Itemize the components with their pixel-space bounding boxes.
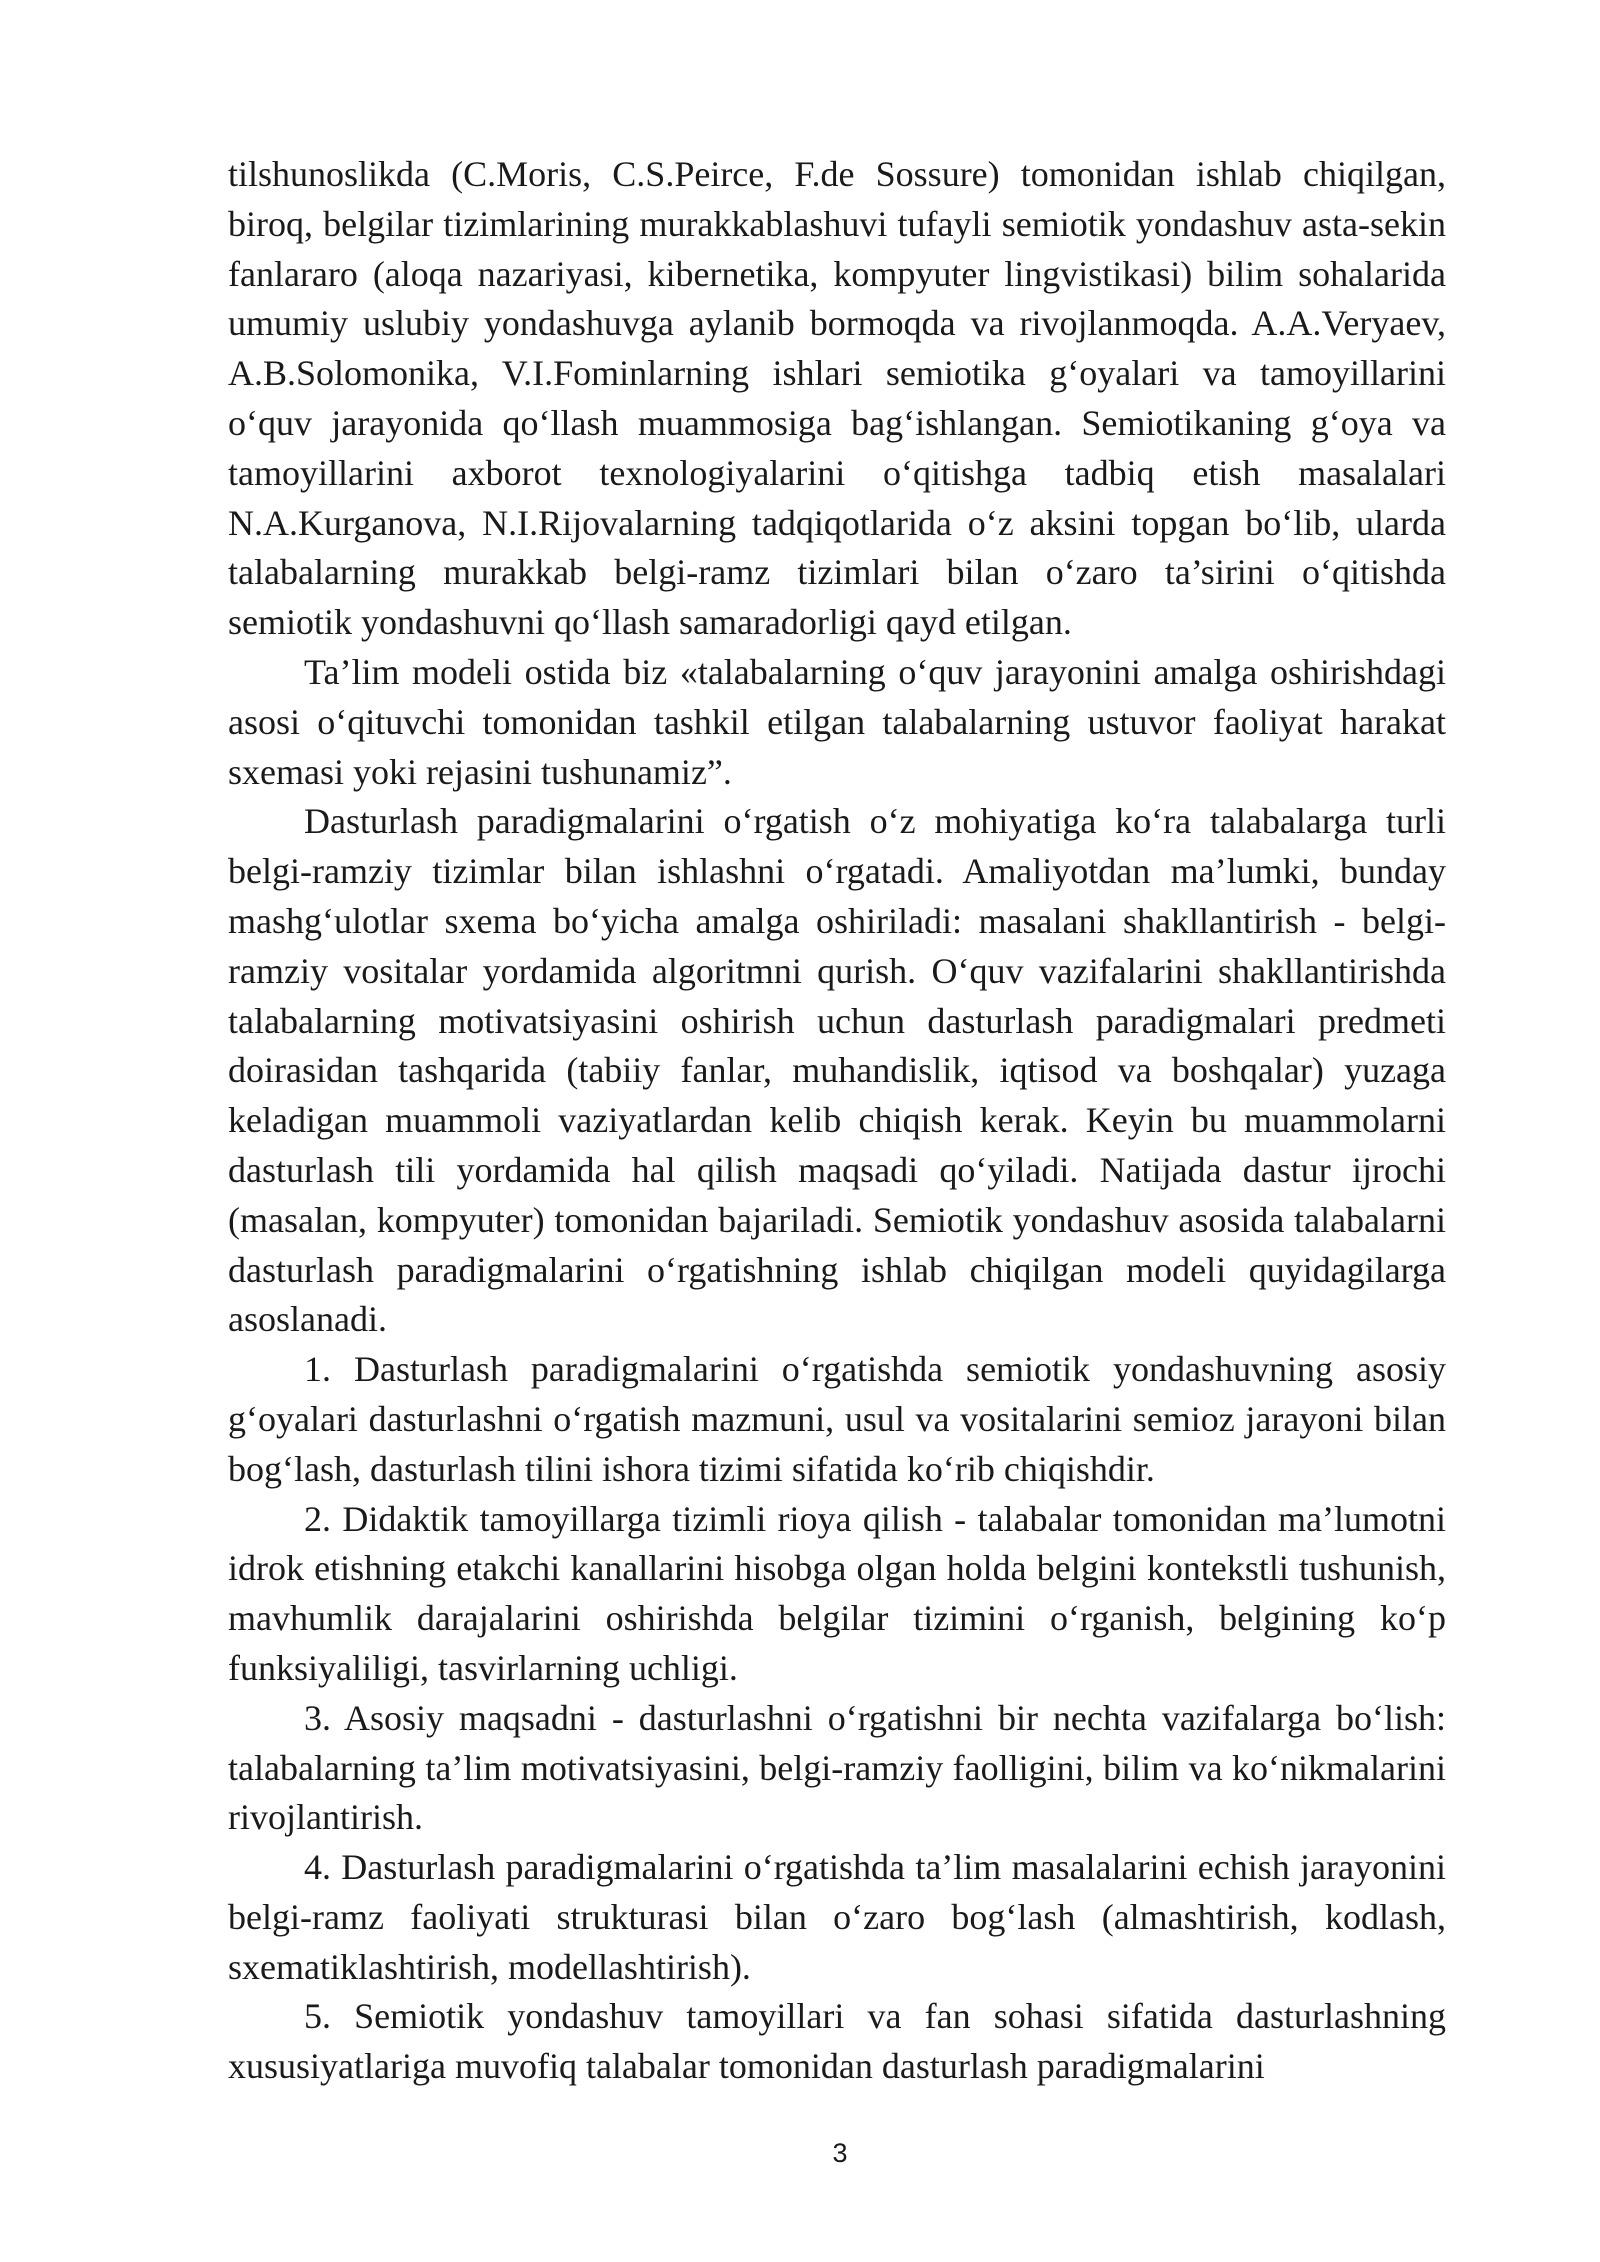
list-item-2: 2. Didaktik tamoyillarga tizimli rioya qilish - talabalar tomonidan ma’lumotni idrok etishning etakchi kanallarini hisobga olgan holda belgini kontekstli tushunish, mavhumlik darajalarini oshirishda belgilar tizimini o‘rganish, belgining ko‘p funksiyaliligi, tasvirlarning uchligi. xyxy=(228,1498,1446,1688)
paragraph-programming-paradigms: Dasturlash paradigmalarini o‘rgatish o‘z mohiyatiga ko‘ra talabalarga turli belgi-ramziy tizimlar bilan ishlashni o‘rgatadi. Amaliyotdan ma’lumki, bunday mashg‘ulotlar sxema bo‘yicha amalga oshiriladi: masalani shakllantirish - belgi-ramziy vositalar yordamida algoritmni qurish. O‘quv vazifalarini shakllantirishda talabalarning motivatsiyasini oshirish uchun dasturlash paradigmalari predmeti doirasidan tashqarida (tabiiy fanlar, muhandislik, iqtisod va boshqalar) yuzaga keladigan muammoli vaziyatlardan kelib chiqish kerak. Keyin bu muammolarni dasturlash tili yordamida hal qilish maqsadi qo‘yiladi. Natijada dastur ijrochi (masalan, kompyuter) tomonidan bajariladi. Semiotik yondashuv asosida talabalarni dasturlash paradigmalarini o‘rgatishning ishlab chiqilgan modeli quyidagilarga asoslanadi. xyxy=(228,801,1446,1340)
paragraph-continuation: tilshunoslikda (C.Moris, C.S.Peirce, F.de Sossure) tomonidan ishlab chiqilgan, biroq, belgilar tizimlarining murakkablashuvi tufayli semiotik yondashuv asta-sekin fanlararo (aloqa nazariyasi, kibernetika, kompyuter lingvistikasi) bilim sohalarida umumiy uslubiy yondashuvga aylanib bormoqda va rivojlanmoqda. A.A.Veryaev, A.B.Solomonika, V.I.Fominlarning ishlari semiotika g‘oyalari va tamoyillarini o‘quv jarayonida qo‘llash muammosiga bag‘ishlangan. Semiotikaning g‘oya va tamoyillarini axborot texnologiyalarini o‘qitishga tadbiq etish masalalari N.A.Kurganova, N.I.Rijovalarning tadqiqotlarida o‘z aksini topgan bo‘lib, ularda talabalarning murakkab belgi-ramz tizimlari bilan o‘zaro ta’sirini o‘qitishda semiotik yondashuvni qo‘llash samaradorligi qayd etilgan. xyxy=(228,154,1446,643)
list-item-1: 1. Dasturlash paradigmalarini o‘rgatishda semiotik yondashuvning asosiy g‘oyalari dasturlashni o‘rgatish mazmuni, usul va vositalarini semioz jarayoni bilan bog‘lash, dasturlash tilini ishora tizimi sifatida ko‘rib chiqishdir. xyxy=(228,1349,1446,1489)
list-item-5: 5. Semiotik yondashuv tamoyillari va fan sohasi sifatida dasturlashning xususiyatlariga muvofiq talabalar tomonidan dasturlash paradigmalarini xyxy=(228,1996,1446,2087)
list-item-4: 4. Dasturlash paradigmalarini o‘rgatishda ta’lim masalalarini echish jarayonini belgi-ramz faoliyati strukturasi bilan o‘zaro bog‘lash (almashtirish, kodlash, sxematiklashtirish, modellashtirish). xyxy=(228,1847,1446,1987)
list-item-3: 3. Asosiy maqsadni - dasturlashni o‘rgatishni bir nechta vazifalarga bo‘lish: talabalarning ta’lim motivatsiyasini, belgi-ramziy faolligini, bilim va ko‘nikmalarini rivojlantirish. xyxy=(228,1697,1446,1838)
document-body xyxy=(228,150,1446,2092)
page-number: 3 xyxy=(832,2138,848,2168)
paragraph-learning-model: Ta’lim modeli ostida biz «talabalarning o‘quv jarayonini amalga oshirishdagi asosi o‘qituvchi tomonidan tashkil etilgan talabalarning ustuvor faoliyat harakat sxemasi yoki rejasini tushunamiz”. xyxy=(228,651,1446,792)
